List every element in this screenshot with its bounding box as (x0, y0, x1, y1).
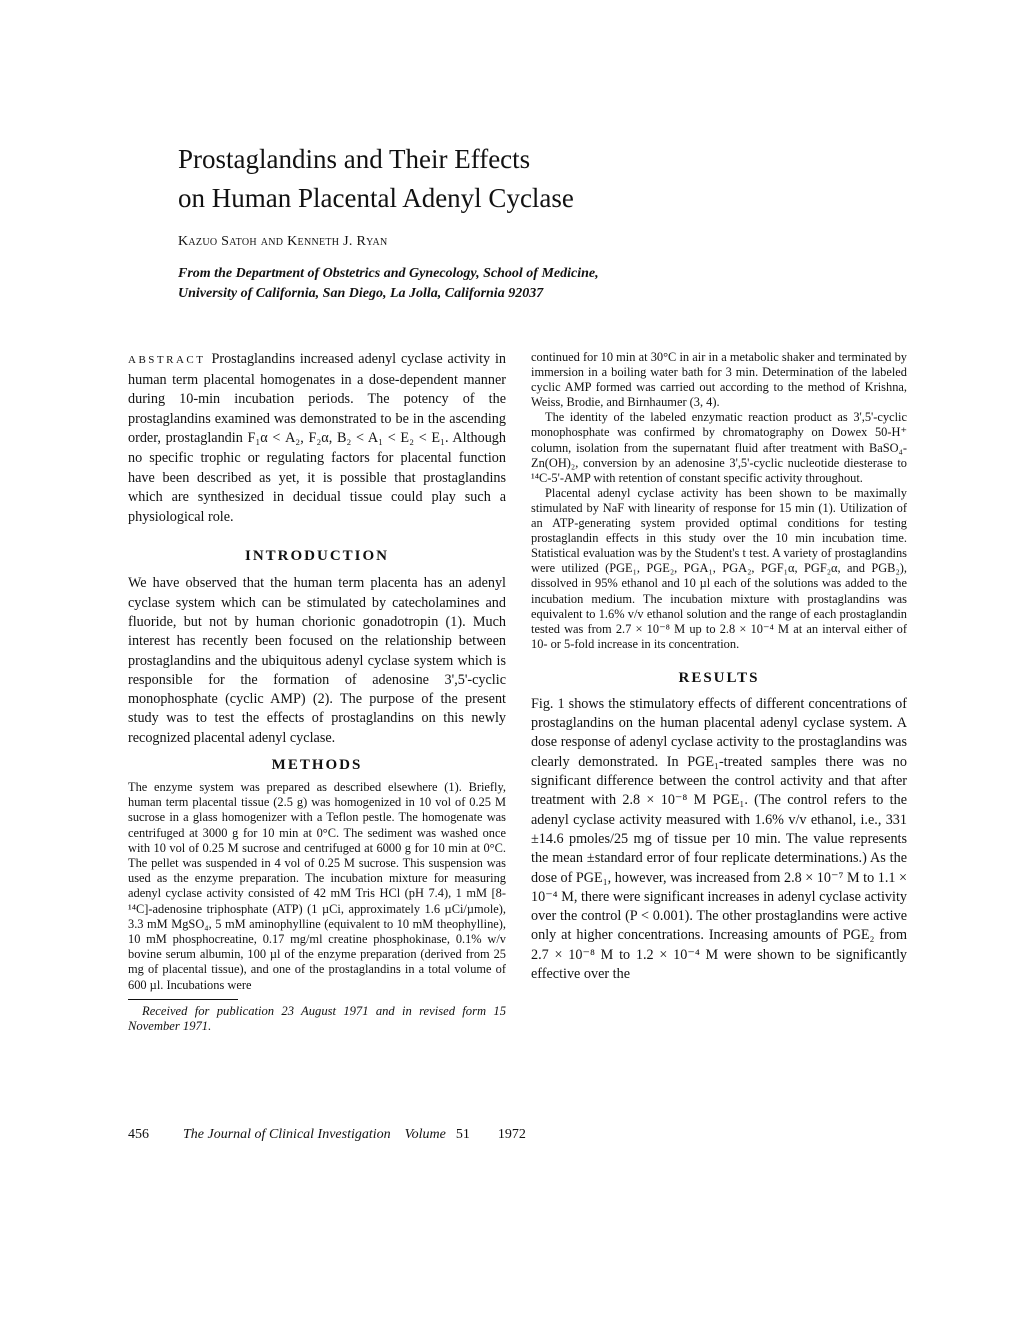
methods-para-2: The identity of the labeled enzymatic reaction product as 3',5'-cyclic monophosphate was confirmed by chromatography on Dowex 50-H⁺ column, isolation from the supernatant fluid after treatment with BaSO₄-Zn(OH)₂, conversion by an adenosine 3',5'-cyclic nucleotide diesterase to ¹⁴C-5'-AMP with retention of constant specific activity throughout. (531, 410, 907, 485)
abstract-label: ABSTRACT (128, 354, 206, 366)
abstract-text: Prostaglandins increased adenyl cyclase activity in human term placental homogenates in a dose-dependent manner during 10-min incubation periods. The potency of the prostaglandins examined was demonstrated to be in the ascending order, prostaglandin F₁α < A₂, F₂α, B₂ < A₁ < E₂ < E₁. Although no specific trophic or regulating factors for placental function have been described as yet, it is possible that prostaglandins which are synthesized in decidual tissue could play such a physiological role. (128, 351, 506, 525)
methods-section (128, 780, 506, 993)
results-heading: RESULTS (678, 669, 760, 686)
title-line-2: on Human Placental Adenyl Cyclase (178, 183, 574, 213)
introduction-section (128, 574, 506, 748)
affiliation-line-1: From the Department of Obstetrics and Gynecology, School of Medicine, (178, 266, 599, 281)
introduction-heading: INTRODUCTION (244, 548, 389, 565)
authors: Kazuo Satoh and Kenneth J. Ryan (178, 234, 388, 249)
affiliation (178, 264, 738, 304)
title-line-1: Prostaglandins and Their Effects (178, 144, 531, 174)
right-column (531, 350, 907, 984)
left-column (128, 350, 506, 1034)
journal-name: The Journal of Clinical Investigation (183, 1127, 391, 1142)
methods-heading: METHODS (271, 757, 363, 774)
methods-text: The enzyme system was prepared as described elsewhere (1). Briefly, human term placental tissue (2.5 g) was homogenized in 10 vol of 0.25 M sucrose in a glass homogenizer with a Teflon pestle. The homogenate was centrifuged at 3000 g for 10 min at 0°C. The sediment was washed once with 10 vol of 0.25 M sucrose and centrifuged at 6000 g for 10 min at 0°C. The pellet was suspended in 4 vol of 0.25 M sucrose. This suspension was used as the enzyme preparation. The incubation mixture for measuring adenyl cyclase activity consisted of 42 mM Tris HCl (pH 7.4), 1 mM [8-¹⁴C]-adenosine triphosphate (ATP) (1 µCi, approximately 1.6 µCi/µmole), 3.3 mM MgSO₄, 5 mM aminophylline (equivalent to 10 mM theophylline), 10 mM phosphocreatine, 0.17 mg/ml creatine phosphokinase, 0.1% w/v bovine serum albumin, 100 µl of the enzyme preparation (derived from 25 mg of placental tissue), and one of the prostaglandins in a total volume of 600 µl. Incubations were (128, 780, 506, 992)
volume-label: Volume (404, 1127, 446, 1142)
methods-para-3: Placental adenyl cyclase activity has been shown to be maximally stimulated by NaF with linearity of response for 15 min (1). Utilization of an ATP-generating system provided optimal conditions for testing prostaglandin effects in this study over the 10 min incubation time. Statistical evaluation was by the Student's t test. A variety of prostaglandins were utilized (PGE₁, PGE₂, PGA₁, PGA₂, PGF₁α, PGF₂α, and PGB₂), dissolved in 95% ethanol and 10 µl each of the solutions was added to the incubation medium. The incubation mixture with prostaglandins was equivalent to 1.6% v/v ethanol solution and the range of each prostaglandin tested was from 2.7 × 10⁻⁸ M up to 2.8 × 10⁻⁴ M at an interval either of 10- or 5-fold increase in its concentration. (531, 485, 907, 651)
results-section (531, 695, 907, 984)
received-footnote: Received for publication 23 August 1971 and in revised form 15 November 1971. (128, 1003, 506, 1033)
volume-number: 51 (455, 1127, 470, 1142)
affiliation-line-2: University of California, San Diego, La Jolla, California 92037 (178, 286, 544, 301)
page-number: 456 (128, 1127, 149, 1142)
publication-year: 1972 (497, 1127, 526, 1142)
methods-para-1: continued for 10 min at 30°C in air in a metabolic shaker and terminated by immersion in a boiling water bath for 3 min. Determination of the labeled cyclic AMP formed was carried out according to the method of Krishna, Weiss, Brodie, and Birnhaumer (3, 4). (531, 350, 907, 410)
results-text: Fig. 1 shows the stimulatory effects of different concentrations of prostaglandins on the human placental adenyl cyclase system. A dose response of adenyl cyclase activity to the prostaglandins was clearly demonstrated. In PGE₁-treated samples there was no significant difference between the control activity and that after treatment with 2.8 × 10⁻⁸ M PGE₁. (The control refers to the adenyl cyclase activity measured with 1.6% v/v ethanol, i.e., 331 ±14.6 pmoles/25 mg of tissue per 10 min. The value represents the mean ±standard error of four replicate determinations.) As the dose of PGE₁, however, was increased from 2.8 × 10⁻⁷ M to 1.1 × 10⁻⁴ M, there were significant increases in adenyl cyclase activity over the control (P < 0.001). The other prostaglandins were active only at higher concentrations. Increasing amounts of PGE₂ from 2.7 × 10⁻⁸ M to 1.2 × 10⁻⁴ M were shown to be significantly effective over the (531, 695, 908, 983)
methods-continued (531, 350, 907, 652)
footnote-divider (128, 999, 238, 1000)
abstract (128, 350, 506, 527)
article-title (178, 140, 798, 218)
page-footer (128, 1127, 526, 1143)
introduction-text: We have observed that the human term placenta has an adenyl cyclase system which can be stimulated by catecholamines and fluoride, but not by human chorionic gonadotropin (1). Much interest has recently been focused on the relationship between prostaglandins and the ubiquitous adenyl cyclase system which is responsible for the formation of adenosine 3',5'-cyclic monophosphate (cyclic AMP) (2). The purpose of the present study was to test the effects of prostaglandins on this newly recognized placental adenyl cyclase. (128, 575, 506, 746)
